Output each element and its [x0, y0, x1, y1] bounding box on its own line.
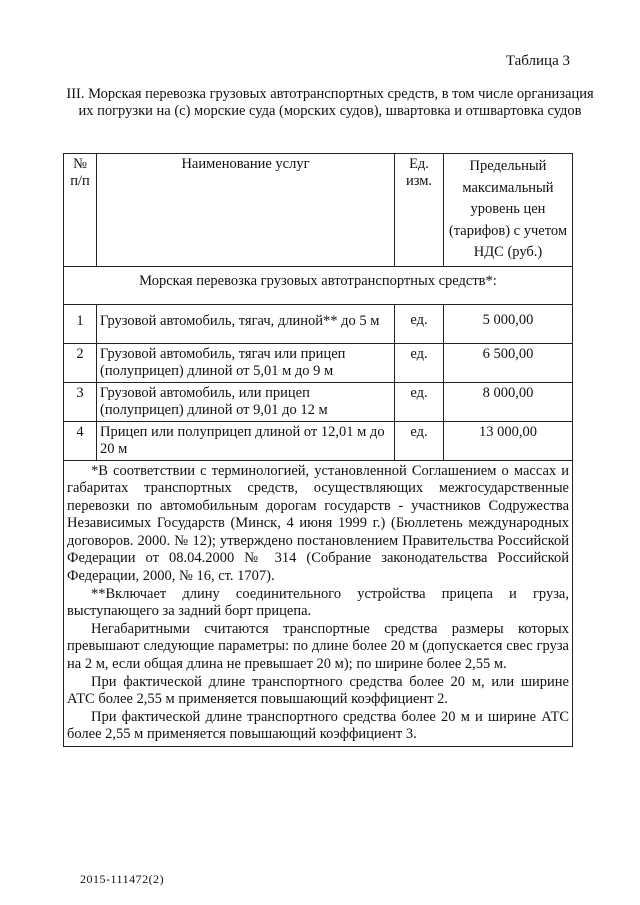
row-price: 13 000,00 — [444, 421, 573, 460]
column-header-unit: Ед. изм. — [395, 154, 444, 267]
row-unit: ед. — [395, 304, 444, 343]
note-coefficient-2: При фактической длине транспортного средства более 20 м, или ширине АТС более 2,55 м применяется повышающий коэффициент 2. — [67, 673, 569, 708]
section-title: III. Морская перевозка грузовых автотранспортных средств, в том числе организация их погрузки на (с) морские суда (морских судов), швартовка и отшвартовка судов — [66, 86, 594, 119]
table-row — [64, 382, 573, 421]
document-code: 2015-111472(2) — [80, 872, 165, 886]
footnote-single-asterisk: *В соответствии с терминологией, установленной Соглашением о массах и габаритах транспортных средств, осуществляющих межгосударственные перевозки по автомобильным дорогам государств - участников Содружества Независимых Государств (Минск, 4 июня 1999 г.) (Бюллетень международных договоров. 2000. № 12); утверждено постановлением Правительства Российской Федерации от 08.04.2000 № 314 (Собрание законодательства Российской Федерации, 2000, № 16, ст. 1707). — [67, 462, 569, 585]
notes-row — [64, 460, 573, 747]
row-price: 5 000,00 — [444, 304, 573, 343]
row-number: 2 — [64, 343, 97, 382]
services-table — [63, 153, 573, 747]
row-service-name: Грузовой автомобиль, или прицеп (полуприцеп) длиной от 9,01 до 12 м — [97, 382, 395, 421]
row-unit: ед. — [395, 343, 444, 382]
row-number: 3 — [64, 382, 97, 421]
row-number: 1 — [64, 304, 97, 343]
row-service-name: Грузовой автомобиль, тягач или прицеп (полуприцеп) длиной от 5,01 м до 9 м — [97, 343, 395, 382]
row-service-name: Грузовой автомобиль, тягач, длиной** до 5 м — [97, 304, 395, 343]
footnote-double-asterisk: **Включает длину соединительного устройства прицепа и груза, выступающего за задний борт прицепа. — [67, 585, 569, 620]
note-oversized-definition: Негабаритными считаются транспортные средства размеры которых превышают следующие параметры: по длине более 20 м (допускается свес груза на 2 м, если общая длина не превышает 20 м); по ширине более 2,55 м. — [67, 620, 569, 673]
column-header-number: № п/п — [64, 154, 97, 267]
row-price: 6 500,00 — [444, 343, 573, 382]
row-number: 4 — [64, 421, 97, 460]
table-row — [64, 304, 573, 343]
table-row — [64, 343, 573, 382]
column-header-price: Предельный максимальный уровень цен (тарифов) с учетом НДС (руб.) — [444, 154, 573, 267]
table-header-row — [64, 154, 573, 267]
notes-cell — [64, 460, 573, 747]
row-unit: ед. — [395, 421, 444, 460]
table-row — [64, 421, 573, 460]
row-price: 8 000,00 — [444, 382, 573, 421]
group-title: Морская перевозка грузовых автотранспортных средств*: — [64, 266, 573, 304]
note-coefficient-3: При фактической длине транспортного средства более 20 м и ширине АТС более 2,55 м применяется повышающий коэффициент 3. — [67, 708, 569, 743]
row-unit: ед. — [395, 382, 444, 421]
row-service-name: Прицеп или полуприцеп длиной от 12,01 м до 20 м — [97, 421, 395, 460]
group-row — [64, 266, 573, 304]
column-header-name: Наименование услуг — [97, 154, 395, 267]
table-number-label: Таблица 3 — [505, 53, 570, 69]
